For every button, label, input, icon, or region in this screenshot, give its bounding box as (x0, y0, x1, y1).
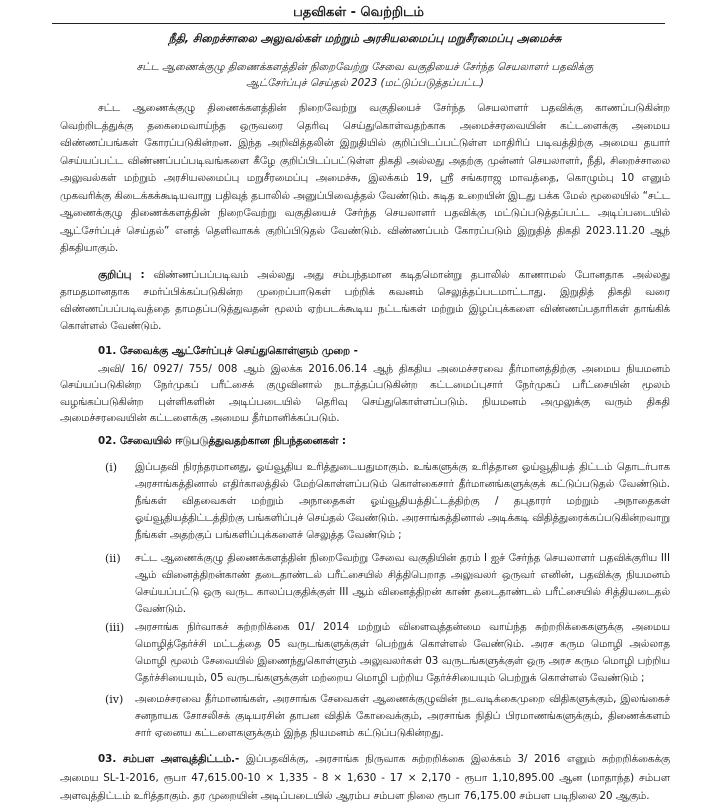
section-title: சம்பள அளவுத்திட்டம்.- (122, 753, 240, 765)
section-03-body: இப்பதவிக்கு, அரசாங்க நிருவாக சுற்றறிக்கை இலக்கம் 3/ 2016 எனும் சுற்றறிக்கைக்கு அமைய SL-1-2016, ரூபா 47,615.00-10 × 1,335 - 8 × 1,630 - 17 × 2,170 - ரூபா 1,10,895.00 ஆன (மாதாந்த) சம்பள அளவுத்திட்டம் உரித்தாகும். தர முறையின் அடிப்படையில் ஆரம்ப சம்பள நிலை ரூபா 76,175.00 சம்பள படிநிலை 20 ஆகும். (60, 753, 670, 802)
ministry-title: நீதி, சிறைச்சாலை அலுவல்கள் மற்றும் அரசியலமைப்பு மறுசீரமைப்பு அமைச்சு (168, 32, 562, 45)
list-item-text: சட்ட ஆணைக்குழு திணைக்களத்தின் நிறைவேற்று சேவை வகுதியின் தரம் I ஐச் சேர்ந்த செயலாளர் பதவிக்குரிய III ஆம் வினைத்திறன்காண் தடைதாண்டல் பரீட்சையில் சித்திபெறாத அலுவலர் ஒருவர் எனின், பதவிக்கு நியமனம் செய்யப்பட்டு ஒரு வருட காலப்பகுதிக்குள் III ஆம் வினைத்திறன் காண் தடைதாண்டல் பரீட்சையில் சித்தியடைதல் வேண்டும். (135, 551, 670, 615)
section-01-body: அவி/ 16/ 0927/ 755/ 008 ஆம் இலக்க 2016.06.14 ஆந் திகதிய அமைச்சரவை தீர்மானத்திற்கு அமைய நியமனம் செய்யப்படுகின்ற நேர்முகப் பரீட்சைக் குழுவினால் நடாத்தப்படுகின்ற கட்டமைப்புசார் நேர்முகப் பரீட்சையின் மூலம் வழங்கப்படுகின்ற புள்ளிகளின் அடிப்படையில் தெரிவு செய்துகொள்ளப்படும். நியமனம் அமுலுக்கு வரும் திகதி அமைச்சரவையின் கட்டளைக்கு அமைய தீர்மானிக்கப்படும். (60, 362, 670, 424)
intro-paragraph: சட்ட ஆணைக்குழு திணைக்களத்தின் நிறைவேற்று வகுதியைச் சேர்ந்த செயலாளர் பதவிக்கு காணப்படுகின்ற வெற்றிடத்துக்கு தகைமைவாய்ந்த ஒருவரை தெரிவு செய்துகொள்வதற்காக அமைச்சரவையின் கட்டளைக்கு அமைய விண்ணப்பங்கள் கோரப்படுகின்றன. இந்த அறிவித்தலின் இறுதியில் குறிப்பிடப்பட்டுள்ள மாதிரிப் படிவத்திற்கு அமைய தயார் செய்யப்பட்ட விண்ணப்பப்படிவங்களை கீழே குறிப்பிடப்பட்டுள்ள திகதி அல்லது அதற்கு முன்னர் செயலாளர், நீதி, சிறைச்சாலை அலுவல்கள் மற்றும் அரசியலமைப்பு மறுசீரமைப்பு அமைச்சு, இலக்கம் 19, ஸ்ரீ சங்கராஜ மாவத்தை, கொழும்பு 10 எனும் முகவரிக்கு கிடைக்கக்கூடியவாறு பதிவுத் தபாலில் அனுப்பிவைத்தல் வேண்டும். கடித உறையின் இடது பக்க மேல் மூலையில் “சட்ட ஆணைக்குழு திணைக்களத்தின் நிறைவேற்று வகுதியைச் சேர்ந்த செயலாளர் பதவிக்கு மட்டுப்படுத்தப்பட்ட அடிப்படையில் ஆட்சேர்ப்புச் செய்தல்” எனத் தெளிவாகக் குறிப்பிடுதல் வேண்டும். விண்ணப்பம் கோரப்படும் இறுதித் திகதி 2023.11.20 ஆந் திகதியாகும். (60, 102, 670, 254)
section-01-heading (98, 343, 670, 360)
list-item-text: அமைச்சரவை தீர்மானங்கள், அரசாங்க சேவைகள் ஆணைக்குழுவின் நடவடிக்கைமுறை விதிகளுக்கும், இலங்கைச் சனநாயக சோசலிசக் குடியரசின் தாபன விதிக் கோவைக்கும், அரசாங்க நிதிப் பிரமாணங்களுக்கும், திணைக்களம் சார் ஏனைய கட்டளைகளுக்கும் இந்த நியமனம் கட்டுப்படுகின்றது. (135, 693, 670, 739)
list-item-text: இப்பதவி நிரந்தரமானது, ஓய்வூதிய உரித்துடையதுமாகும். உங்களுக்கு உரித்தான ஓய்வூதியத் திட்டம் தொடர்பாக அரசாங்கத்தினால் எதிர்காலத்தில் மேற்கொள்ளப்படும் கொள்கைசார் தீர்மானங்களுக்குக் கட்டுப்படுதல் வேண்டும். நீங்கள் விதவைகள் மற்றும் அநாதைகள் ஓய்வூதியத்திட்டத்திற்கு / தபுதாரர் மற்றும் அநாதைகள் ஓய்வூதியத்திட்டத்திற்கு பங்களிப்புச் செய்தல் வேண்டும். அரசாங்கத்தினால் அடிக்கடி விதித்துரைக்கப்படுகின்றவாறு நீங்கள் அதற்குப் பங்களிப்புக்களைச் செலுத்த வேண்டும் ; (135, 460, 670, 541)
list-item-text: அரசாங்க நிர்வாகச் சுற்றறிக்கை 01/ 2014 மற்றும் விளைவுத்தன்மை வாய்ந்த சுற்றறிக்கைகளுக்கு அமைய மொழித்தேர்ச்சி மட்டத்தை 05 வருடங்களுக்குள் பெற்றுக் கொள்ளல் வேண்டும். அரச கரும மொழி அல்லாத மொழி மூலம் சேவையில் இணைந்துகொள்ளும் அலுவலர்கள் 03 வருடங்களுக்குள் ஒரு அரச கரும மொழி பற்றிய தேர்ச்சியையும், 05 வருடங்களுக்குள் மற்றைய மொழி பற்றிய தேர்ச்சியையும் பெற்றுக் கொள்ளல் வேண்டும் ; (135, 620, 670, 684)
section-03-paragraph (60, 750, 670, 802)
section-header: பதவிகள் - வெற்றிடம் (52, 4, 665, 24)
list-marker: (iv) (105, 693, 124, 706)
list-marker: (ii) (105, 551, 121, 565)
list-item (60, 550, 670, 618)
note-text: விண்ணப்பப்படிவம் அல்லது அது சம்பந்தமான கடிதமொன்று தபாலில் காணாமல் போனதாக அல்லது தாமதமானதாக சமர்ப்பிக்கப்படுகின்ற முறைப்பாடுகள் பற்றிக் கவனம் செலுத்தப்படமாட்டாது. இறுதித் திகதி வரை விண்ணப்பப்படிவத்தை தாமதப்படுத்துவதன் மூலம் ஏற்படக்கூடிய நட்டங்கள் மற்றும் இழப்புக்களை விண்ணப்பதாரிகள் தாங்கிக் கொள்ளல் வேண்டும். (60, 268, 670, 332)
section-number: 01. (98, 344, 117, 357)
note-label: குறிப்பு : (98, 268, 145, 281)
section-number: 03. (98, 753, 117, 765)
note-paragraph (60, 267, 670, 335)
list-item (60, 459, 670, 544)
list-marker: (i) (105, 460, 118, 474)
list-item (60, 691, 670, 742)
list-marker: (iii) (105, 620, 125, 634)
section-title: சேவைக்கு ஆட்சேர்ப்புச் செய்துகொள்ளும் முறை - (119, 344, 358, 357)
conditions-list (60, 459, 670, 743)
section-title: சேவையில் ஈடுபடுத்துவதற்கான நிபந்தனைகள் : (119, 434, 347, 447)
list-item (60, 619, 670, 687)
section-02-heading (98, 433, 670, 450)
notice-body (0, 31, 717, 802)
section-number: 02. (98, 434, 117, 447)
notice-subject: சட்ட ஆணைக்குழு திணைக்களத்தின் நிறைவேற்று சேவை வகுதியைச் சேர்ந்த செயலாளர் பதவிக்கு ஆட்சேர்ப்புச் செய்தல் 2023 (மட்டுப்படுத்தப்பட்ட) (136, 61, 594, 89)
